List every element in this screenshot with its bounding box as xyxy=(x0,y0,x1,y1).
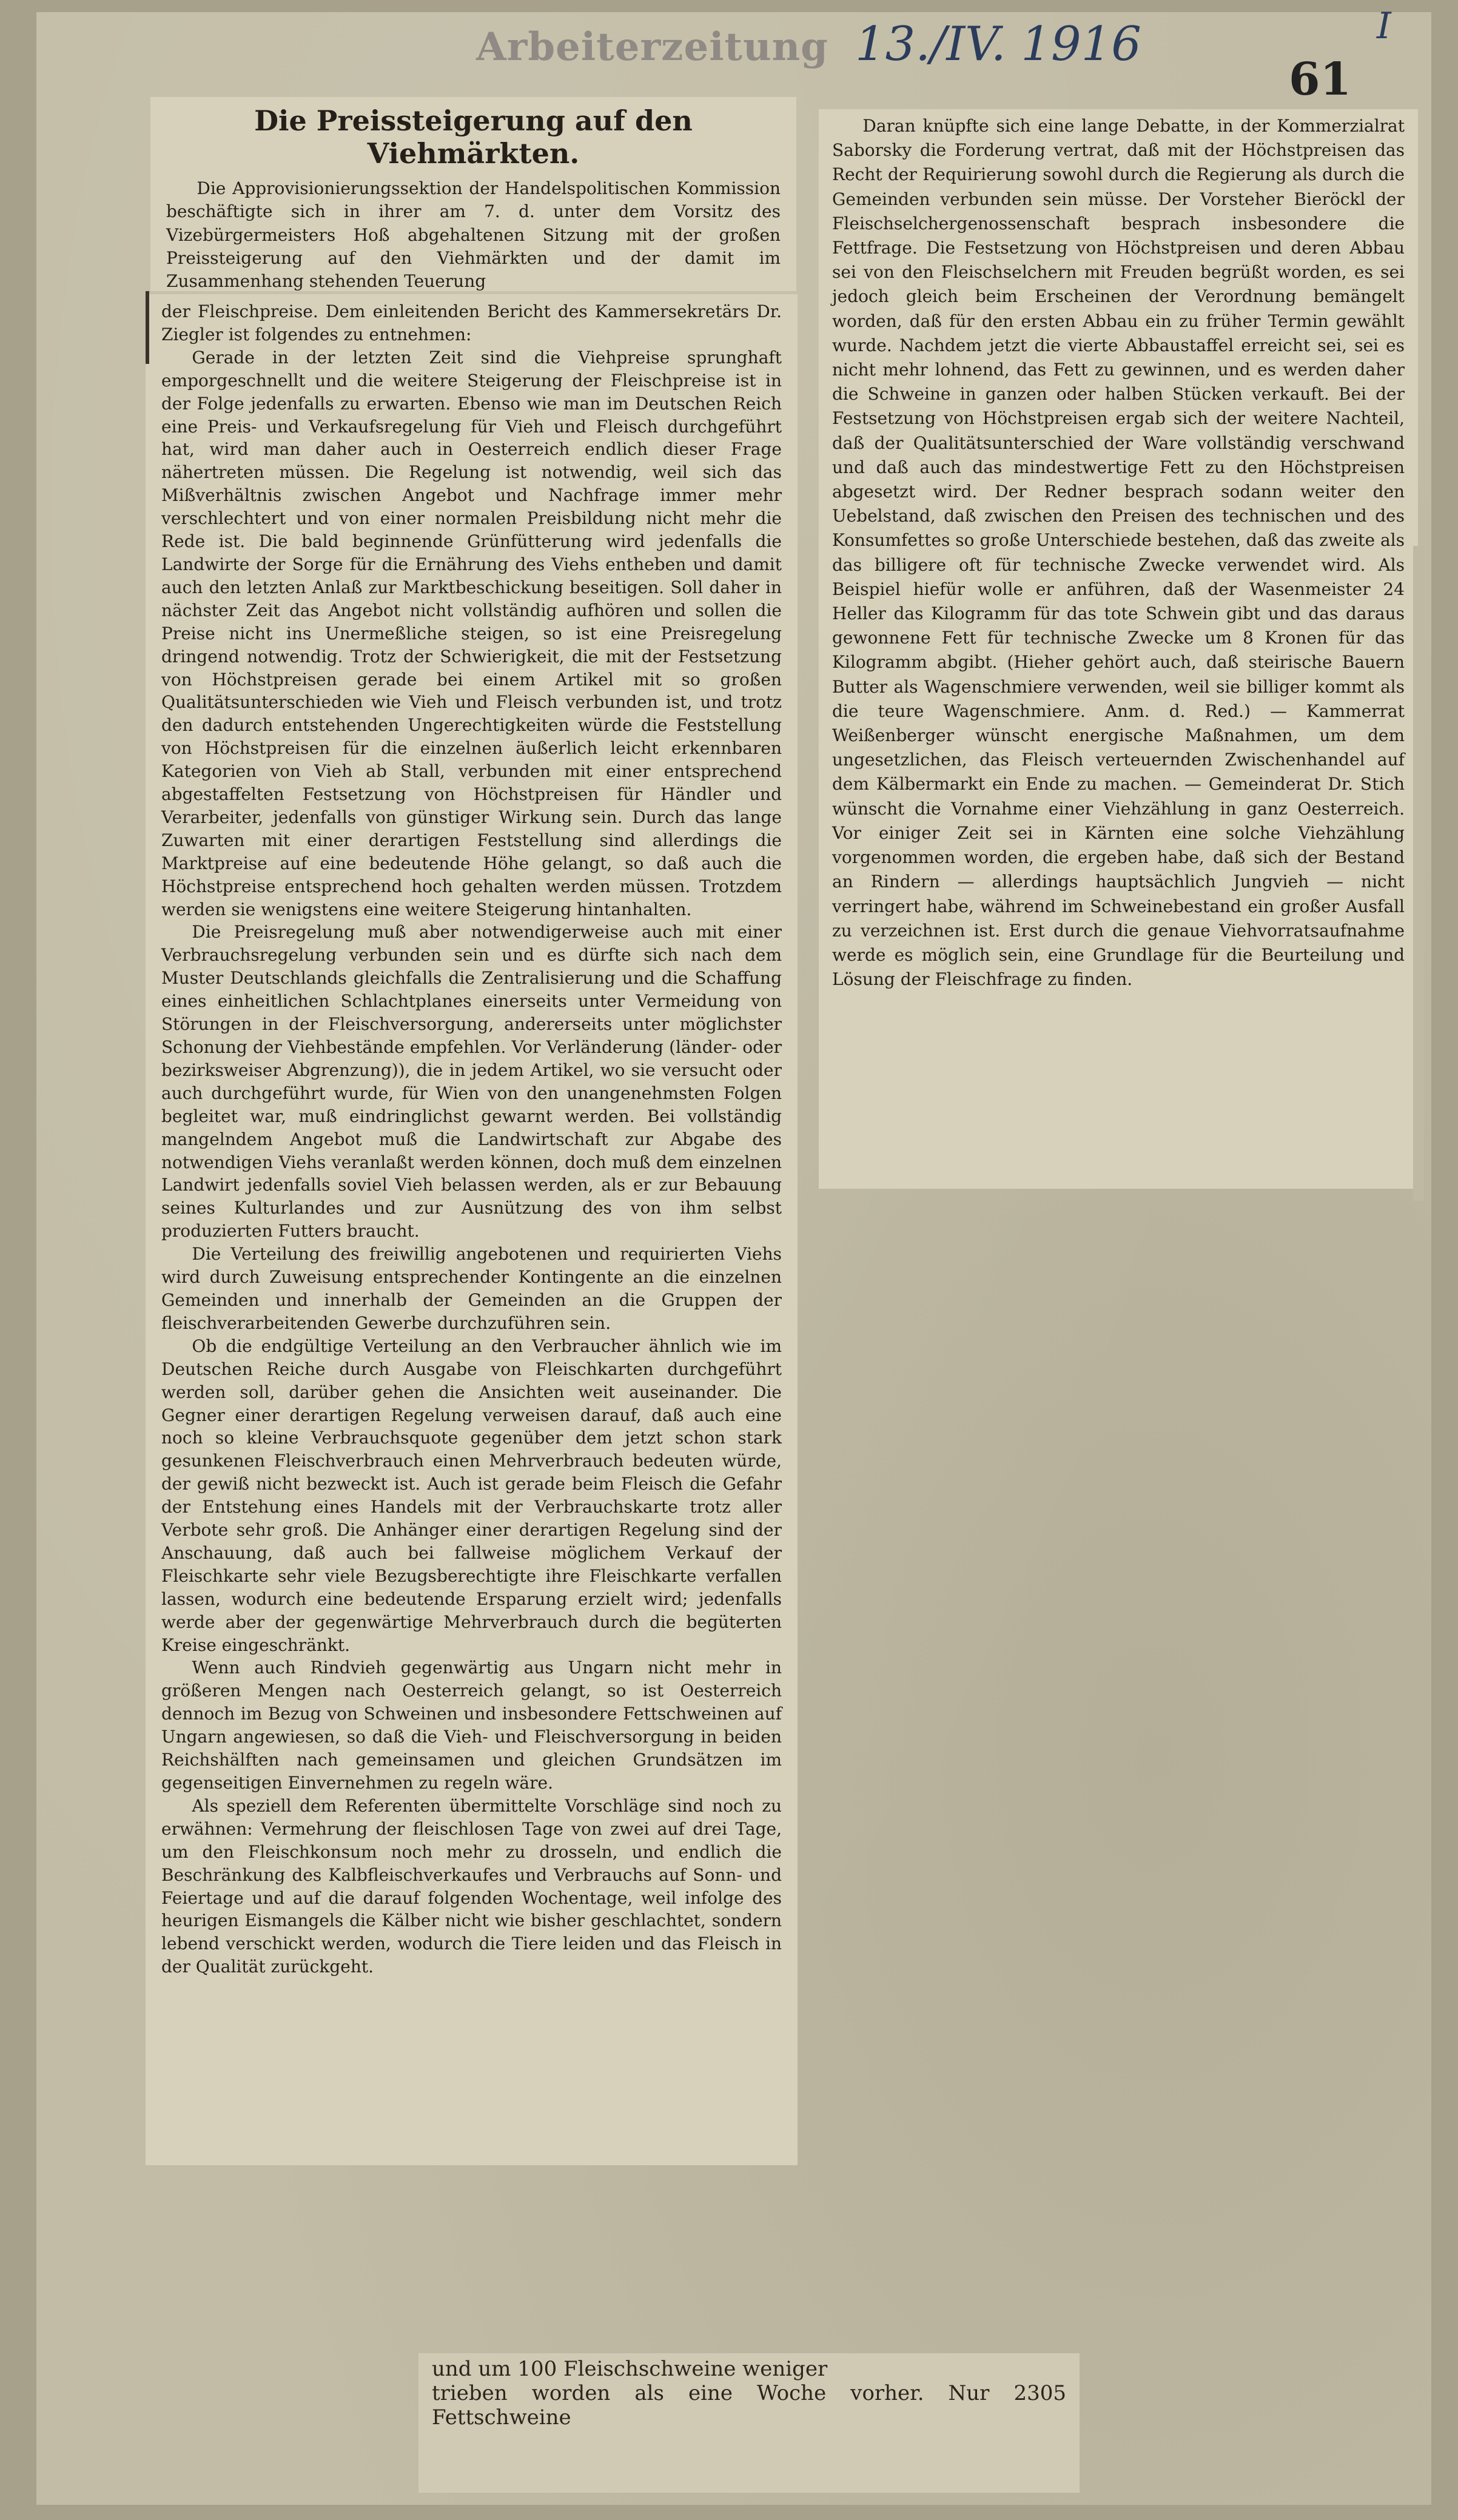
left-paragraph: Als speziell dem Referenten übermittelte Vorschläge sind noch zu erwähnen: Vermehrung der fleischlosen Tage von zwei auf drei Tage, um den Fleischkonsum noch mehr zu drosseln, und endlich die Beschränkung des Kalbfleischverkaufes und Verbrauchs auf Sonn- und Feiertage und auf die darauf folgenden Wochentage, weil infolge des heurigen Eismangels die Kälber nicht wie bisher geschlachtet, sondern lebend verschickt werden, wodurch die Tiere leiden und das Fleisch in der Qualität zurückgeht. xyxy=(161,1795,782,1977)
clipping-headline xyxy=(150,97,796,291)
intro-paragraph: Die Approvisionierungssektion der Handelspolitischen Kommission beschäftigte sich in ihrer am 7. d. unter dem Vorsitz des Vizebürgermeisters Hoß abgehaltenen Sitzung mit der großen Preissteigerung auf den Viehmärkten und der damit im Zusammenhang stehenden Teuerung xyxy=(166,178,781,292)
corner-mark: I xyxy=(1377,5,1391,47)
left-column-text xyxy=(146,294,798,1978)
page-number: 61 xyxy=(1289,53,1351,106)
bottom-fragment-text xyxy=(418,2353,1080,2433)
torn-edge xyxy=(1413,546,1424,1201)
article-title: Die Preissteigerung auf den Viehmärkten. xyxy=(254,104,693,170)
left-paragraph: Die Verteilung des freiwillig angebotenen und requirierten Viehs wird durch Zuweisung entsprechender Kontingente an die einzelnen Gemeinden und innerhalb der Gemeinden an die Gruppen der fleischverarbeitenden Gewerbe durchzuführen sein. xyxy=(161,1244,782,1333)
newspaper-stamp: Arbeiterzeitung xyxy=(476,24,828,70)
article-intro xyxy=(150,177,796,293)
left-paragraph: Ob die endgültige Verteilung an den Verbraucher ähnlich wie im Deutschen Reiche durch Ausgabe von Fleischkarten durchgeführt werden soll, darüber gehen die Ansichten weit auseinander. Die Gegner einer derartigen Regelung verweisen darauf, daß auch eine noch so kleine Verbrauchsquote gegenüber dem jetzt schon stark gesunkenen Fleischverbrauch einen Mehrverbrauch bedeuten würde, der gewiß nicht bezweckt ist. Auch ist gerade beim Fleisch die Gefahr der Entstehung eines Handels mit der Verbrauchskarte trotz aller Verbote sehr groß. Die Anhänger einer derartigen Regelung sind der Anschauung, daß auch bei fallweise möglichem Verkauf der Fleischkarte sehr viele Bezugsberechtigte ihre Fleischkarte verfallen lassen, wodurch eine bedeutende Ersparung erzielt wird; jedenfalls werde aber der gegenwärtige Mehrverbrauch durch die begüterten Kreise eingeschränkt. xyxy=(161,1336,782,1655)
left-paragraph: der Fleischpreise. Dem einleitenden Bericht des Kammersekretärs Dr. Ziegler ist folgendes zu entnehmen: xyxy=(161,301,782,344)
fragment-line: und um 100 Fleischschweine weniger xyxy=(432,2357,828,2381)
left-paragraph: Die Preisregelung muß aber notwendigerweise auch mit einer Verbrauchsregelung verbunden sein und es dürfte sich nach dem Muster Deutschlands gleichfalls die Zentralisierung und die Schaffung eines einheitlichen Schlachtplanes einerseits unter Vermeidung von Störungen in der Fleischversorgung, andererseits unter möglichster Schonung der Viehbestände empfehlen. Vor Verländerung (länder- oder bezirksweiser Abgrenzung)), die in jedem Artikel, wo sie versucht oder auch durchgeführt wurde, für Wien von den unangenehmsten Folgen begleitet war, muß eindringlichst gewarnt werden. Bei vollständig mangelndem Angebot muß die Landwirtschaft zur Abgabe des notwendigen Viehs veranlaßt werden können, doch muß dem einzelnen Landwirt jedenfalls soviel Vieh belassen werden, als er zur Bebauung seines Kulturlandes und zur Ausnützung des von ihm selbst produzierten Futters braucht. xyxy=(161,922,782,1242)
left-paragraph: Wenn auch Rindvieh gegenwärtig aus Ungarn nicht mehr in größeren Mengen nach Oesterreich gelangt, so ist Oesterreich dennoch im Bezug von Schweinen und insbesondere Fettschweinen auf Ungarn angewiesen, so daß die Vieh- und Fleischversorgung in beiden Reichshälften nach gemeinsamen und gleichen Grundsätzen im gegenseitigen Einvernehmen zu regeln wäre. xyxy=(161,1658,782,1793)
right-paragraph: Daran knüpfte sich eine lange Debatte, in der Kommerzialrat Saborsky die Forderung vertrat, daß mit der Höchstpreisen das Recht der Requirierung sowohl durch die Regierung als durch die Gemeinden verbunden sein müsse. Der Vorsteher Bieröckl der Fleischselchergenossenschaft besprach insbesondere die Fettfrage. Die Festsetzung von Höchstpreisen und deren Abbau sei von den Fleischselchern mit Freuden begrüßt worden, es sei jedoch gleich beim Erscheinen der Verordnung bemängelt worden, daß für den ersten Abbau ein zu früher Termin gewählt wurde. Nachdem jetzt die vierte Abbaustaffel erreicht sei, sei es nicht mehr lohnend, das Fett zu gewinnen, und es werden daher die Schweine in ganzen oder halben Stücken verkauft. Bei der Festsetzung von Höchstpreisen ergab sich der weitere Nachteil, daß der Qualitätsunterschied der Ware vollständig verschwand und daß auch das mindestwertige Fett zu den Höchstpreisen abgesetzt wird. Der Redner besprach sodann weiter den Uebelstand, daß zwischen den Preisen des technischen und des Konsumfettes so große Unterschiede bestehen, daß das zweite als das billigere oft für technische Zwecke verwendet wird. Als Beispiel hiefür wolle er anführen, daß der Wasenmeister 24 Heller das Kilogramm für das tote Schwein gibt und das daraus gewonnene Fett für technische Zwecke um 8 Kronen für das Kilogramm abgibt. (Hieher gehört auch, daß steirische Bauern Butter als Wagenschmiere verwenden, weil sie billiger kommt als die teure Wagenschmiere. Anm. d. Red.) — Kammerrat Weißenberger wünscht energische Maßnahmen, um dem ungesetzlichen, das Fleisch verteuernden Zwischenhandel auf dem Kälbermarkt ein Ende zu machen. — Gemeinderat Dr. Stich wünscht die Vornahme einer Viehzählung in ganz Oesterreich. Vor einiger Zeit sei in Kärnten eine solche Viehzählung vorgenommen worden, die ergeben habe, daß sich der Bestand an Rindern — allerdings hauptsächlich Jungvieh — nicht verringert habe, während im Schweinebestand ein großer Ausfall zu verzeichnen ist. Erst durch die genaue Viehvorratsaufnahme werde es möglich sein, eine Grundlage für die Beurteilung und Lösung der Fleischfrage zu finden. xyxy=(832,116,1405,990)
column-marker-line xyxy=(146,291,149,364)
right-column-text xyxy=(819,109,1418,992)
clipping-right-column xyxy=(819,109,1418,1189)
clipping-bottom-fragment xyxy=(418,2353,1080,2493)
clipping-left-column xyxy=(146,294,798,2165)
fragment-line: trieben worden als eine Woche vorher. Nur 2305 Fettschweine xyxy=(432,2381,1066,2430)
handwritten-date: 13./IV. 1916 xyxy=(855,17,1141,72)
left-paragraph: Gerade in der letzten Zeit sind die Viehpreise sprunghaft emporgeschnellt und die weitere Steigerung der Fleischpreise ist in der Folge jedenfalls zu erwarten. Ebenso wie man im Deutschen Reich eine Preis- und Verkaufsregelung für Vieh und Fleisch durchgeführt hat, wird man daher auch in Oesterreich endlich dieser Frage nähertreten müssen. Die Regelung ist notwendig, weil sich das Mißverhältnis zwischen Angebot und Nachfrage immer mehr verschlechtert und von einer normalen Preisbildung nicht mehr die Rede ist. Die bald beginnende Grünfütterung wird jedenfalls die Landwirte der Sorge für die Ernährung des Viehs entheben und damit auch den letzten Anlaß zur Marktbeschickung beseitigen. Soll daher in nächster Zeit das Angebot nicht vollständig aufhören und sollen die Preise nicht ins Unermeßliche steigen, so ist eine Preisregelung dringend notwendig. Trotz der Schwierigkeit, die mit der Festsetzung von Höchstpreisen gerade bei einem Artikel mit so großen Qualitätsunterschieden wie Vieh und Fleisch verbunden ist, und trotz den dadurch entstehenden Ungerechtigkeiten würde die Feststellung von Höchstpreisen für die einzelnen äußerlich leicht erkennbaren Kategorien von Vieh ab Stall, verbunden mit einer entsprechend abgestaffelten Festsetzung von Höchstpreisen für Händler und Verarbeiter, jedenfalls von günstiger Wirkung sein. Durch das lange Zuwarten mit einer derartigen Feststellung sind allerdings die Marktpreise auf eine bedeutende Höhe gelangt, so daß auch die Höchstpreise entsprechend hoch gehalten werden müssen. Trotzdem werden sie wenigstens eine weitere Steigerung hintanhalten. xyxy=(161,347,782,919)
